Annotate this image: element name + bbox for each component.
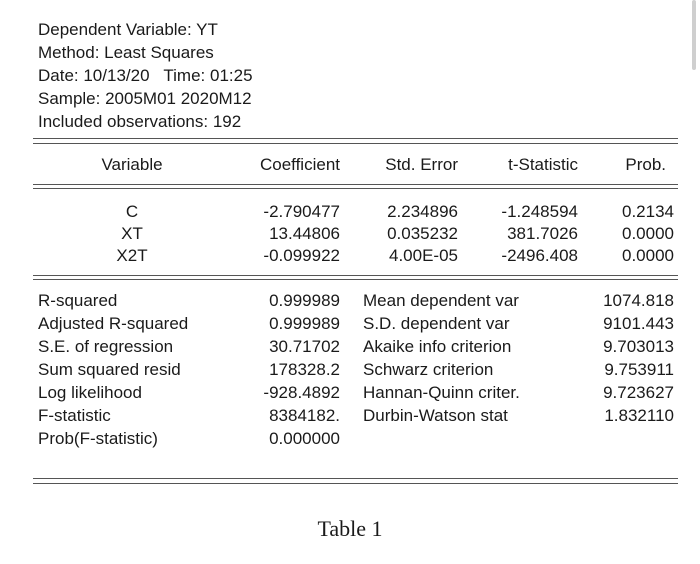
cell-std-error: 4.00E-05 <box>389 246 458 265</box>
stat-value: 9.703013 <box>603 337 674 356</box>
col-header-coefficient: Coefficient <box>259 155 340 174</box>
stat-label: F-statistic <box>38 406 111 425</box>
cell-prob: 0.0000 <box>622 224 674 243</box>
col-header-variable: Variable <box>101 155 163 174</box>
cell-t-statistic: -1.248594 <box>501 202 578 221</box>
col-header-prob: Prob. <box>625 155 666 174</box>
stat-label: Mean dependent var <box>363 291 519 310</box>
header-observations: Included observations: 192 <box>38 112 242 131</box>
cell-t-statistic: 381.7026 <box>507 224 578 243</box>
cell-std-error: 2.234896 <box>387 202 458 221</box>
cell-coefficient: 13.44806 <box>269 224 340 243</box>
stat-label: Prob(F-statistic) <box>38 429 158 448</box>
stat-label: Log likelihood <box>38 383 142 402</box>
stat-value: 0.999989 <box>269 314 340 333</box>
stat-value: 30.71702 <box>269 337 340 356</box>
stat-value: 0.999989 <box>269 291 340 310</box>
stat-value: 9.723627 <box>603 383 674 402</box>
rule-top-1 <box>33 138 678 139</box>
cell-coefficient: -0.099922 <box>263 246 340 265</box>
cell-prob: 0.2134 <box>622 202 674 221</box>
cell-variable: XT <box>121 224 143 243</box>
cell-coefficient: -2.790477 <box>263 202 340 221</box>
stat-label: Adjusted R-squared <box>38 314 189 333</box>
col-header-t-statistic: t-Statistic <box>508 155 578 174</box>
stat-value: 0.000000 <box>269 429 340 448</box>
stat-label: Hannan-Quinn criter. <box>363 383 520 402</box>
stat-value: 1074.818 <box>603 291 674 310</box>
stat-label: S.E. of regression <box>38 337 174 356</box>
cell-variable: X2T <box>116 246 148 265</box>
stat-label: R-squared <box>38 291 118 310</box>
header-dependent-variable: Dependent Variable: YT <box>38 20 218 39</box>
header-method: Method: Least Squares <box>38 43 214 62</box>
stat-label: Durbin-Watson stat <box>363 406 508 425</box>
cell-variable: C <box>125 202 139 221</box>
stat-value: 8384182. <box>269 406 340 425</box>
stat-label: Sum squared resid <box>38 360 181 379</box>
header-block <box>38 18 253 133</box>
stat-label: Akaike info criterion <box>363 337 512 356</box>
header-sample: Sample: 2005M01 2020M12 <box>38 89 252 108</box>
rule-stats-1 <box>33 275 678 276</box>
rule-bottom-2 <box>33 483 678 484</box>
rule-mid-1 <box>33 184 678 185</box>
stat-label: S.D. dependent var <box>363 314 510 333</box>
rule-mid-2 <box>33 188 678 189</box>
stat-label: Schwarz criterion <box>363 360 494 379</box>
rule-top-2 <box>33 143 678 144</box>
header-date-time: Date: 10/13/20 Time: 01:25 <box>38 66 253 85</box>
rule-stats-2 <box>33 279 678 280</box>
cell-t-statistic: -2496.408 <box>501 246 578 265</box>
table-caption: Table 1 <box>317 516 383 541</box>
stat-value: 9101.443 <box>603 314 674 333</box>
stat-value: 178328.2 <box>269 360 340 379</box>
stat-value: 1.832110 <box>604 406 674 425</box>
cell-std-error: 0.035232 <box>387 224 458 243</box>
col-header-std-error: Std. Error <box>385 155 458 174</box>
stat-value: -928.4892 <box>263 383 340 402</box>
cell-prob: 0.0000 <box>622 246 674 265</box>
stat-value: 9.753911 <box>604 360 674 379</box>
rule-bottom-1 <box>33 478 678 479</box>
scrollbar[interactable] <box>692 0 696 70</box>
